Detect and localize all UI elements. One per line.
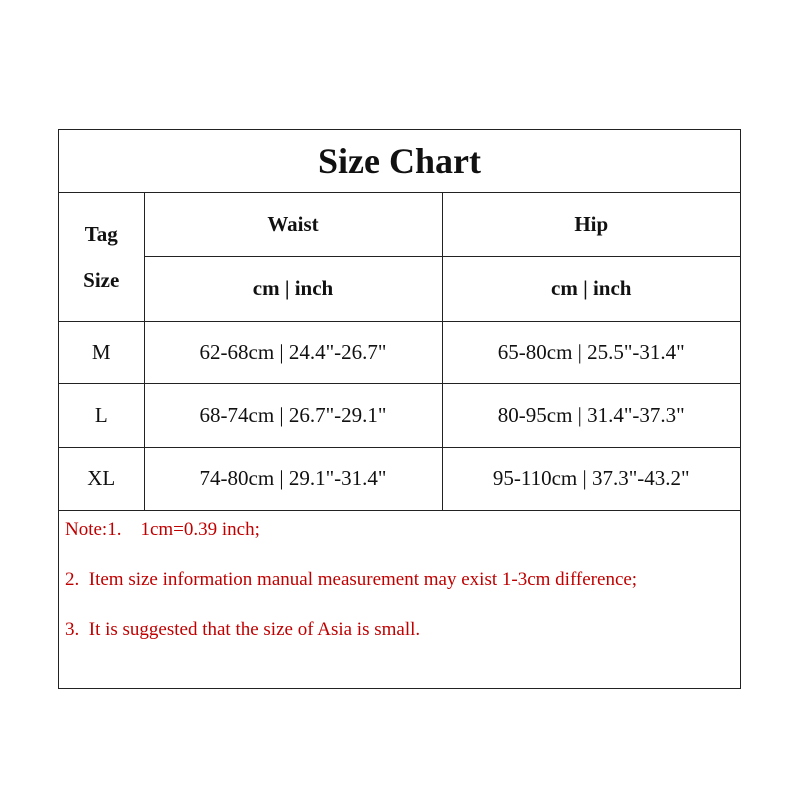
table-row (59, 383, 740, 447)
tag-header-label: Tag (84, 221, 118, 246)
size-chart-frame (58, 129, 741, 689)
table-row (59, 447, 740, 510)
hip-cell: 80-95cm | 31.4"-37.3" (442, 383, 740, 447)
waist-unit-header: cm | inch (144, 256, 442, 321)
header-row (59, 193, 740, 256)
tag-size-header-cell (59, 193, 144, 321)
hip-unit-header: cm | inch (442, 256, 740, 321)
size-header-label: Size (83, 267, 120, 292)
size-table (59, 193, 740, 511)
size-cell: M (59, 321, 144, 383)
note-2: 2. Item size information manual measurement may exist 1-3cm difference; (65, 569, 638, 590)
hip-cell: 65-80cm | 25.5"-31.4" (442, 321, 740, 383)
note-1: Note:1. 1cm=0.39 inch; (65, 519, 260, 540)
hip-cell: 95-110cm | 37.3"-43.2" (442, 447, 740, 510)
waist-header: Waist (144, 193, 442, 256)
waist-cell: 74-80cm | 29.1"-31.4" (144, 447, 442, 510)
waist-cell: 62-68cm | 24.4"-26.7" (144, 321, 442, 383)
table-row (59, 321, 740, 383)
size-cell: L (59, 383, 144, 447)
page-title: Size Chart (59, 130, 740, 193)
note-3: 3. It is suggested that the size of Asia is small. (65, 619, 421, 640)
notes-section (59, 510, 740, 690)
hip-header: Hip (442, 193, 740, 256)
waist-cell: 68-74cm | 26.7"-29.1" (144, 383, 442, 447)
unit-row (59, 256, 740, 321)
size-cell: XL (59, 447, 144, 510)
